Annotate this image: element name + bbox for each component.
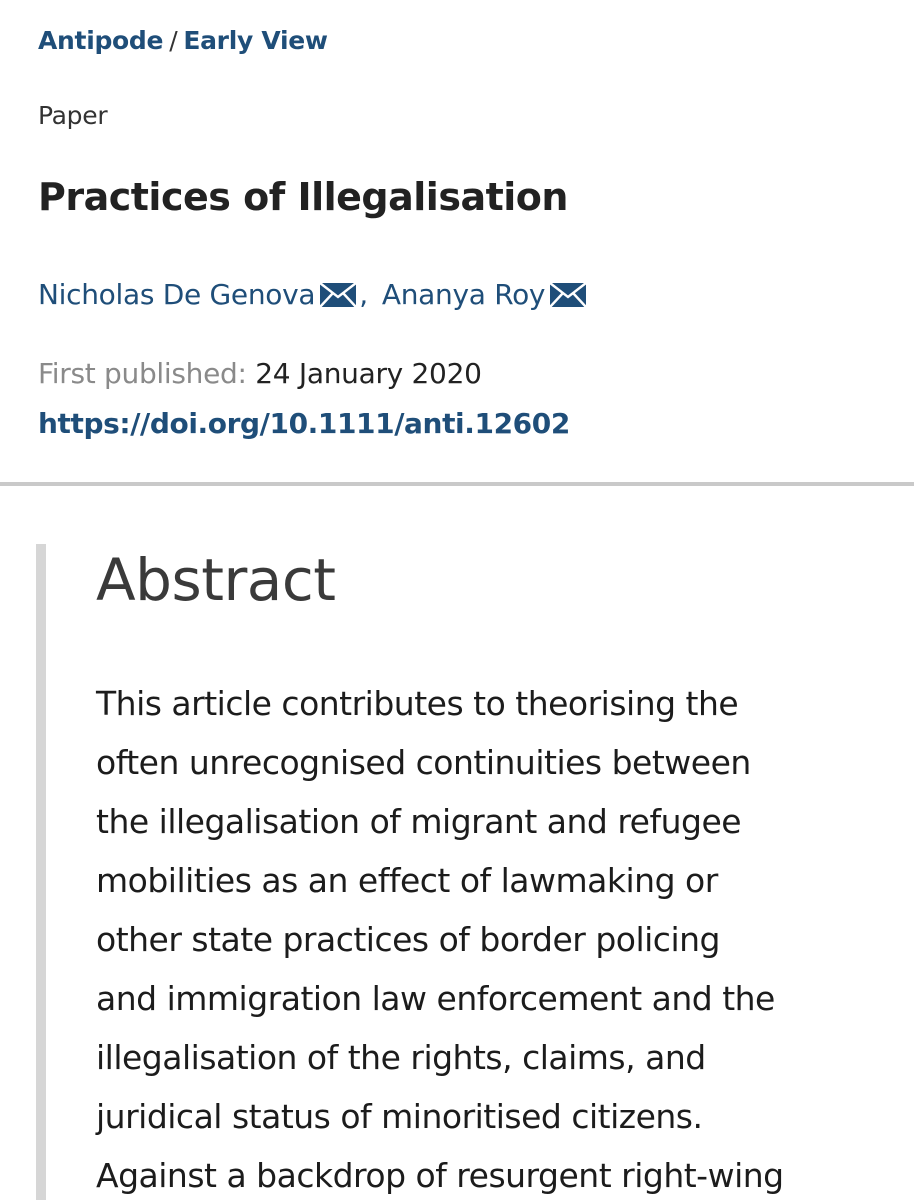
mail-icon[interactable]: [549, 282, 587, 308]
abstract-line: illegalisation of the rights, claims, and: [96, 1038, 706, 1077]
author-list: [38, 278, 587, 311]
article-title: Practices of Illegalisation: [38, 175, 568, 219]
author-name: Ananya Roy: [381, 278, 546, 311]
abstract-line: and immigration law enforcement and the: [96, 979, 775, 1018]
abstract-line: other state practices of border policing: [96, 920, 720, 959]
abstract-line: often unrecognised continuities between: [96, 743, 751, 782]
breadcrumb-separator: /: [169, 26, 178, 55]
abstract-line: juridical status of minoritised citizens.: [96, 1097, 703, 1136]
author-name: Nicholas De Genova: [38, 278, 316, 311]
author-link-roy[interactable]: [382, 278, 587, 311]
published-date-value: 24 January 2020: [255, 357, 482, 390]
abstract-line: the illegalisation of migrant and refugee: [96, 802, 742, 841]
published-label: First published:: [38, 357, 247, 390]
abstract-line: mobilities as an effect of lawmaking or: [96, 861, 718, 900]
abstract-text: [96, 674, 886, 1200]
mail-icon[interactable]: [319, 282, 357, 308]
publication-date: [38, 357, 482, 390]
doi-link[interactable]: https://doi.org/10.1111/anti.12602: [38, 407, 570, 440]
abstract-quote-bar: [36, 544, 46, 1200]
breadcrumb-section-link[interactable]: Early View: [183, 26, 328, 55]
article-header: [0, 0, 914, 486]
author-separator: ,: [359, 278, 368, 311]
breadcrumb: [38, 26, 328, 55]
breadcrumb-journal-link[interactable]: Antipode: [38, 26, 164, 55]
abstract-section: [0, 486, 914, 1200]
article-type: Paper: [38, 101, 108, 130]
author-link-de-genova[interactable]: [38, 278, 357, 311]
abstract-line: This article contributes to theorising the: [96, 684, 739, 723]
abstract-heading: Abstract: [96, 546, 336, 614]
abstract-line: Against a backdrop of resurgent right-wing: [96, 1156, 784, 1195]
